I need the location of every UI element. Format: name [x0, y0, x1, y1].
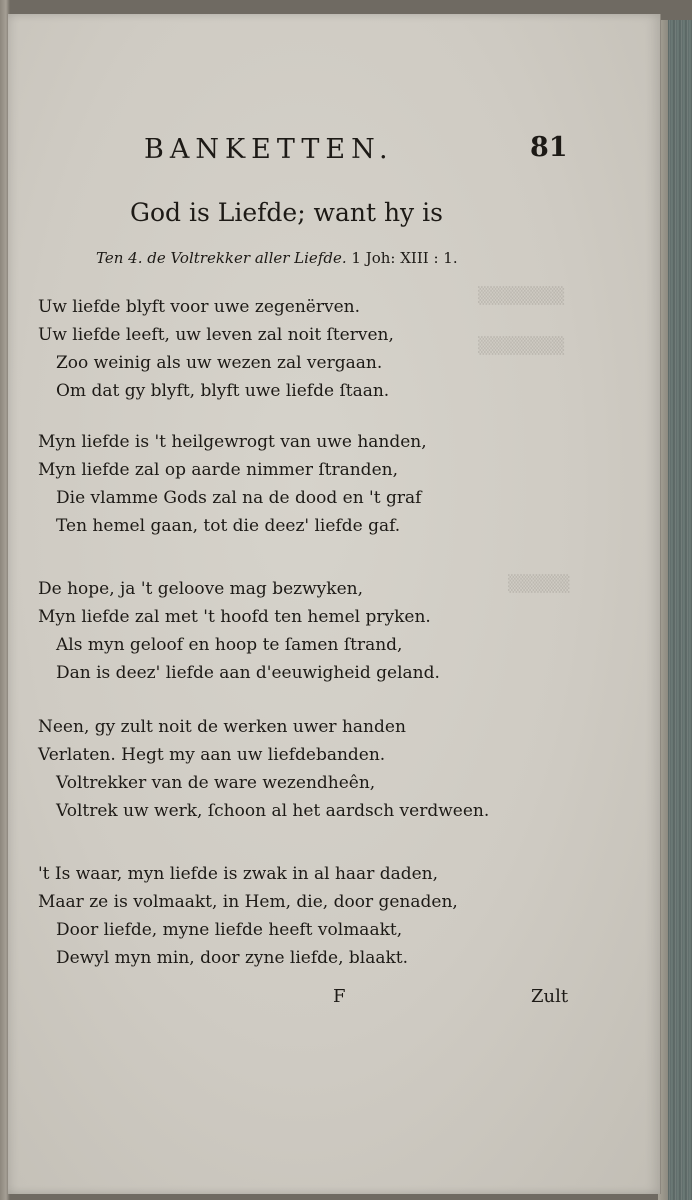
poem-line: Uw liefde blyft voor uwe zegenërven.: [38, 297, 360, 317]
show-through-texture: ▒▒▒▒▒▒▒: [478, 336, 565, 355]
subtitle-italic: Ten 4. de Voltrekker aller Liefde.: [96, 249, 347, 267]
poem-line: Als myn geloof en hoop te ſamen ſtrand,: [56, 635, 403, 655]
running-head: BANKETTEN.: [144, 134, 394, 165]
show-through-texture: ▒▒▒▒▒▒▒: [478, 286, 565, 305]
page-number: 81: [530, 132, 568, 163]
poem-line: Dewyl myn min, door zyne liefde, blaakt.: [56, 948, 409, 968]
poem-line: 't Is waar, myn liefde is zwak in al haar daden,: [38, 864, 439, 884]
book-page: [8, 14, 661, 1194]
show-through-texture: ▒▒▒▒▒: [508, 574, 570, 593]
poem-line: Voltrekker van de ware wezendheên,: [56, 773, 376, 793]
poem-line: Myn liefde zal met 't hoofd ten hemel pryken.: [38, 607, 431, 627]
poem-line: Door liefde, myne liefde heeft volmaakt,: [56, 920, 403, 940]
poem-line: Neen, gy zult noit de werken uwer handen: [38, 717, 406, 737]
poem-line: Verlaten. Hegt my aan uw liefdebanden.: [38, 745, 386, 765]
poem-line: Myn liefde zal op aarde nimmer ſtranden,: [38, 460, 398, 480]
poem-line: Dan is deez' liefde aan d'eeuwigheid geland.: [56, 663, 440, 683]
signature-mark: F: [333, 986, 346, 1007]
poem-line: Maar ze is volmaakt, in Hem, die, door genaden,: [38, 892, 458, 912]
poem-line: Om dat gy blyft, blyft uwe liefde ſtaan.: [56, 381, 390, 401]
catchword: Zult: [531, 986, 569, 1007]
poem-line: Myn liefde is 't heilgewrogt van uwe handen,: [38, 432, 427, 452]
poem-line: Uw liefde leeft, uw leven zal noit ſterven,: [38, 325, 394, 345]
book-fore-edge: [658, 20, 692, 1200]
bible-reference: 1 Joh: XIII : 1.: [351, 249, 458, 267]
poem-line: Die vlamme Gods zal na de dood en 't graf: [56, 488, 422, 508]
poem-title: God is Liefde; want hy is: [130, 198, 443, 227]
poem-line: Voltrek uw werk, ſchoon al het aardsch verdween.: [56, 801, 490, 821]
poem-line: Ten hemel gaan, tot die deez' liefde gaf.: [56, 516, 401, 536]
poem-subtitle: [96, 249, 458, 267]
poem-line: Zoo weinig als uw wezen zal vergaan.: [56, 353, 383, 373]
poem-line: De hope, ja 't geloove mag bezwyken,: [38, 579, 363, 599]
